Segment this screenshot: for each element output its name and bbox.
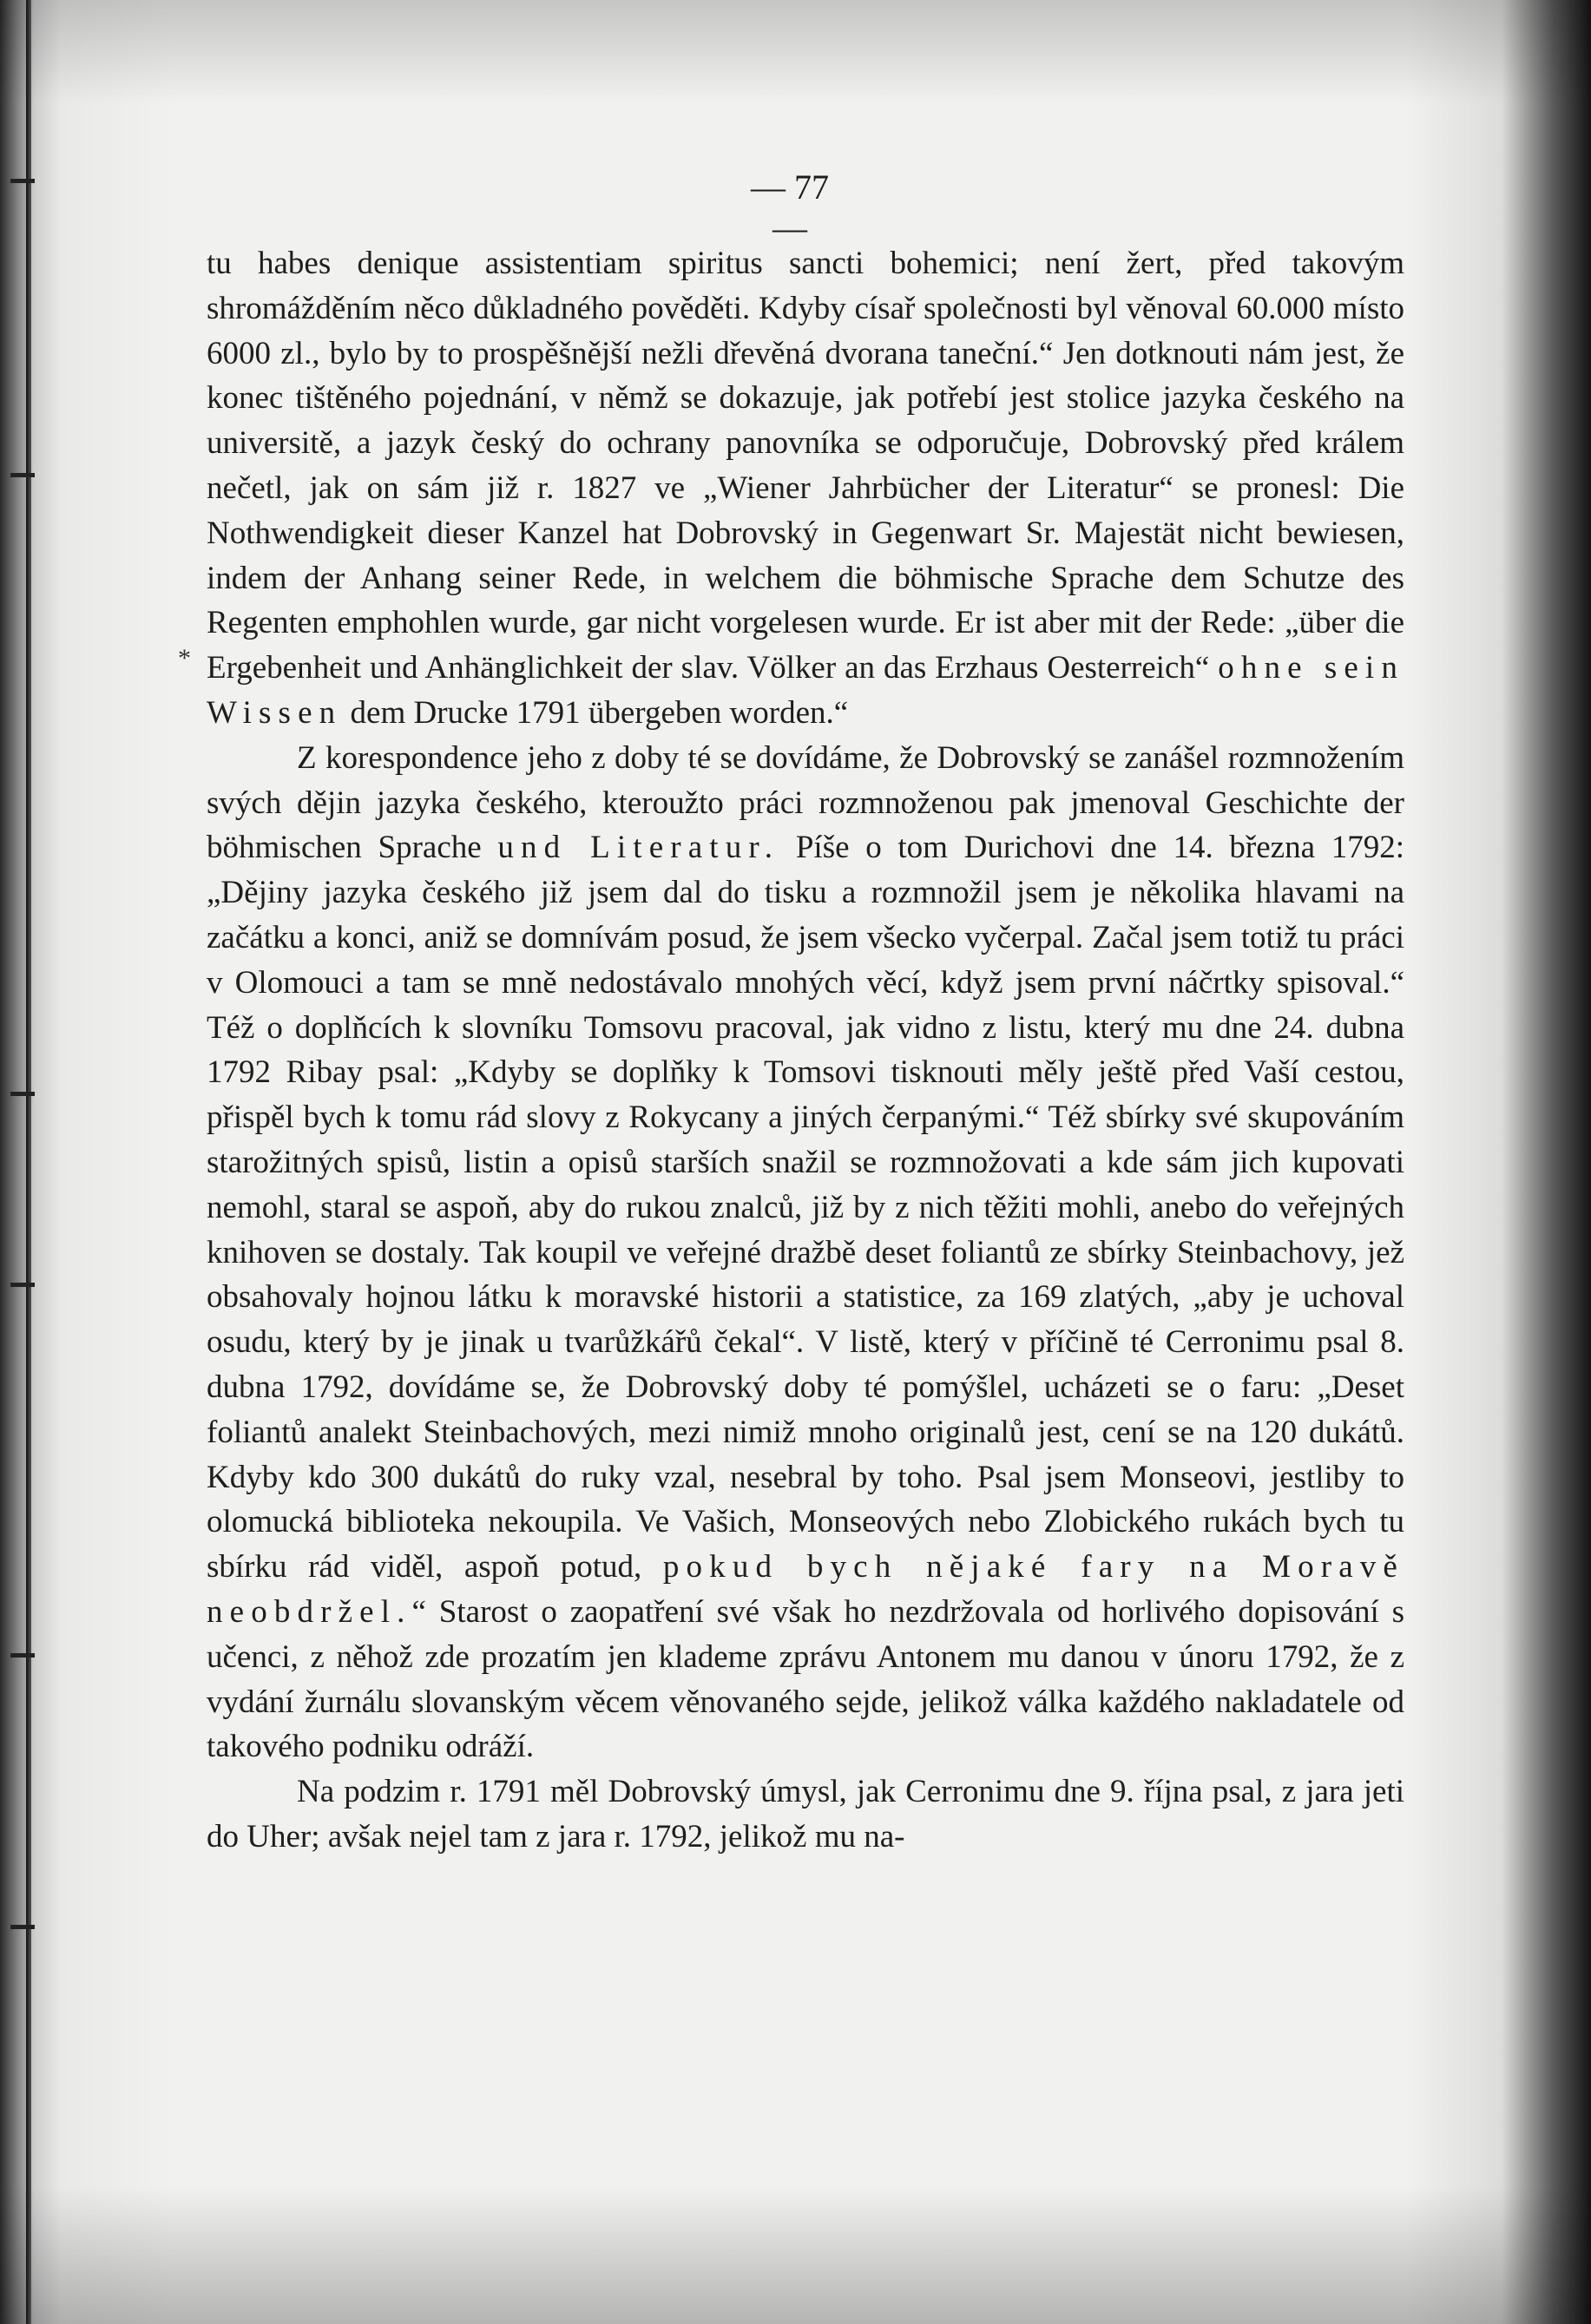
margin-mark: * xyxy=(178,644,191,673)
paragraph-p2 xyxy=(207,736,1404,1769)
binding-mark xyxy=(10,1925,35,1929)
binding-mark xyxy=(10,1653,35,1658)
binding-mark xyxy=(10,1092,35,1096)
text-segment: Na podzim r. 1791 měl Dobrovský úmysl, jak Cerronimu dne 9. října psal, z jara jeti do Uher; avšak nejel tam z jara r. 1792, jelikož mu na- xyxy=(207,1774,1404,1855)
top-shadow xyxy=(0,0,1591,104)
spaced-emphasis-text: und Literatur. xyxy=(497,830,780,866)
spaced-emphasis-text: pokud bych nějaké fary na Moravě neobdržel. xyxy=(207,1549,1404,1630)
text-segment: “ Starost o zaopatření své však ho nezdržovala od horlivého dopisování s učenci, z něhož zde prozatím jen klademe zprávu Antonem mu danou v únoru 1792, že z vydání žurnálu slovanským věcem věnovaného sejde, jelikož válka každého nakladatele od takového podniku odráží. xyxy=(207,1593,1404,1765)
text-segment: Z korespondence jeho z doby té se dovídáme, že Dobrovský se zanášel rozmnožením svých dějin jazyka českého, kteroužto práci rozmnoženou pak jmenoval Geschichte der böhmischen Sprache xyxy=(207,739,1404,866)
body-text xyxy=(207,241,1404,1860)
binding-mark xyxy=(10,1283,35,1287)
bottom-shadow xyxy=(0,2185,1591,2324)
binding-edge xyxy=(26,0,31,2324)
binding-mark xyxy=(10,473,35,477)
paragraph-p1 xyxy=(207,241,1404,736)
binding-mark xyxy=(10,179,35,183)
paragraph-p3 xyxy=(207,1769,1404,1860)
text-segment: Píše o tom Durichovi dne 14. března 1792: „Dějiny jazyka českého již jsem dal do tisku a rozmnožil jsem je několika hlavami na začátku a konci, aniž se domnívám posud, že jsem všecko vyčerpal. Začal jsem totiž tu práci v Olomouci a tam se mně nedostávalo mnohých věcí, když jsem první náčrtky spisoval.“ Též o doplňcích k slovníku Tomsovu pracoval, jak vidno z listu, který mu dne 24. dubna 1792 Ribay psal: „Kdyby se doplňky k Tomsovi tisknouti měly ještě před Vaší cestou, přispěl bych k tomu rád slovy z Rokycany a jiných čerpanými.“ Též sbírky své skupováním starožitných spisů, listin a opisů starších snažil se rozmnožovati a kde sám jich kupovati nemohl, staral se aspoň, aby do rukou znalců, již by z nich těžiti mohli, anebo do veřejných knihoven se dostaly. Tak koupil ve veřejné dražbě deset foliantů ze sbírky Steinbachovy, jež obsahovaly hojnou látku k moravské historii a statistice, za 169 zlatých, „aby je uchoval osudu, který by je jinak u tvarůžkářů čekal“. V listě, který v příčině té Cerronimu psal 8. dubna 1792, dovídáme se, že Dobrovský doby té pomýšlel, ucházeti se o faru: „Deset foliantů analekt Steinbachových, mezi nimiž mnoho originalů jest, cení se na 120 dukátů. Kdyby kdo 300 dukátů do ruky vzal, nesebral by toho. Psal jsem Monseovi, jestliby to olomucká biblioteka nekoupila. Ve Vašich, Monseových nebo Zlobického rukách bych tu sbírku rád viděl, aspoň potud, xyxy=(207,830,1404,1585)
page-number: — 77 — xyxy=(751,167,829,247)
text-segment: tu habes denique assistentiam spiritus sancti bohemici; není žert, před takovým shromážděním něco důkladného pověděti. Kdyby císař společnosti byl věnoval 60.000 místo 6000 zl., bylo by to prospěšnější nežli dřevěná dvorana taneční.“ Jen dotknouti nám jest, že konec tištěného pojednání, v němž se dokazuje, jak potřebí jest stolice jazyka českého na universitě, a jazyk český do ochrany panovníka se odporučuje, Dobrovský před králem nečetl, jak on sám již r. 1827 ve „Wiener Jahrbücher der Literatur“ se pronesl: Die Nothwendigkeit dieser Kanzel hat Dobrovský in Gegenwart Sr. Majestät nicht bewiesen, indem der Anhang seiner Rede, in welchem die böhmische Sprache dem Schutze des Regenten emphohlen wurde, gar nicht vorgelesen wurde. Er ist aber mit der Rede: „über die Ergebenheit und Anhänglichkeit der slav. Völker an das Erzhaus Oesterreich“ xyxy=(207,246,1404,686)
spaced-emphasis-text: ohne sein Wissen xyxy=(207,650,1404,731)
text-segment: dem Drucke 1791 übergeben worden.“ xyxy=(342,694,849,731)
